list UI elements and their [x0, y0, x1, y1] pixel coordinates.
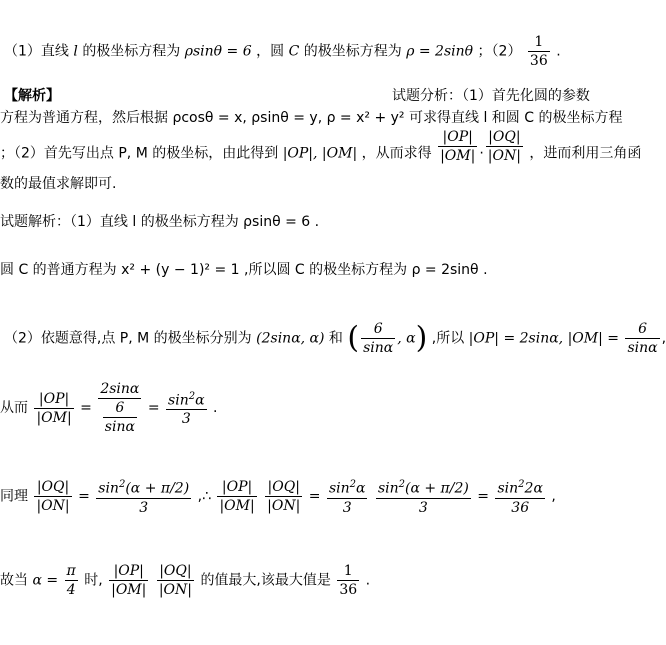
text: ，进而利用三角函 [529, 145, 642, 162]
text: 的极坐标方程为 [303, 43, 402, 60]
fraction-6-sin-2: $\frac{6}{\sin\alpha}$ [627, 321, 658, 356]
fraction-6-sin: $\frac{6}{\sin\alpha}$ [363, 321, 394, 356]
fraction-op-om: $\frac{|OP|}{|OM|}$ [440, 129, 476, 164]
analysis-line-4: 数的最值求解即可. [0, 176, 117, 192]
fraction-oq-on: $\frac{|OQ|}{|ON|}$ [158, 563, 192, 598]
text: ；（2）首先写出点 P, M 的极坐标，由此得到 [0, 145, 279, 162]
solution-line-4: 从而 $\frac{|OP|}{|OM|}$ = $\frac{2\sin\alpha}{\frac{6}{\sin\alpha}}$ = $\frac{\sin^2\alpha}{3}$ . [0, 381, 218, 435]
analysis-line-3: ；（2）首先写出点 P, M 的极坐标，由此得到 |OP|, |OM| ，从而求得 $\frac{|OP|}{|OM|}$ · $\frac{|OQ|}{|ON|}$ ，进而利用三角函 [0, 129, 642, 164]
text: ，从而求得 [361, 145, 432, 162]
fraction-sin2-shift-3: $\frac{\sin^2(\alpha + \pi/2)}{3}$ [96, 476, 191, 517]
text: . [365, 572, 371, 589]
solution-line-5: 同理 $\frac{|OQ|}{|ON|}$ = $\frac{\sin^2(\alpha + \pi/2)}{3}$ ,∴ $\frac{|OP|}{|OM|}$ $\frac{|OQ|}{|ON|}$ = $\frac{\sin^2\alpha}{3}$ $\frac{\sin^2(\alpha + \pi/2)}{3}$ = $\frac{\sin^22\alpha}{36}$ , [0, 476, 556, 517]
solution-line-1: 试题解析：（1）直线 l 的极坐标方程为 ρsinθ = 6 . [0, 214, 320, 230]
text: 同理 [0, 488, 28, 505]
text: 的极坐标方程为 [82, 43, 181, 60]
answer-part1-label: （1）直线 [4, 43, 69, 60]
equation: |OP| = 2sinα, |OM| = [468, 330, 620, 347]
var-C: C [288, 43, 300, 60]
text: （2）依题意得,点 P, M 的极坐标分别为 [4, 330, 252, 347]
fraction-2sin-6sin: $\frac{2\sin\alpha}{\frac{6}{\sin\alpha}}$ [100, 381, 140, 435]
text: ,所以 [431, 330, 465, 347]
equation: ρsinθ = 6 [184, 43, 252, 60]
text: 的值最大,该最大值是 [200, 572, 331, 589]
answer-part2-label: ；（2） [477, 43, 522, 60]
fraction-denominator: 36 [529, 53, 548, 69]
text: 时, [84, 572, 103, 589]
fraction-op-om: $\frac{|OP|}{|OM|}$ [219, 478, 255, 514]
equation: ρ = 2sinθ [406, 43, 474, 60]
fraction-op-om: $\frac{|OP|}{|OM|}$ [111, 563, 147, 598]
analysis-heading: 【解析】 [4, 88, 60, 104]
analysis-line-2: 方程为普通方程，然后根据 ρcosθ = x, ρsinθ = y, ρ = x² + y² 可求得直线 l 和圆 C 的极坐标方程 [0, 110, 623, 126]
solution-line-2: 圆 C 的普通方程为 x² + (y − 1)² = 1 ,所以圆 C 的极坐标方程为 ρ = 2sinθ . [0, 262, 488, 278]
text: ，圆 [256, 43, 285, 60]
fraction-oq-on: $\frac{|OQ|}{|ON|}$ [267, 478, 301, 514]
fraction-oq-on: $\frac{|OQ|}{|ON|}$ [36, 478, 70, 514]
var-l: l [73, 43, 78, 60]
analysis-title: 试题分析：（1）首先化圆的参数 [392, 88, 590, 104]
text: . [556, 43, 561, 60]
solution-line-3: （2）依题意得,点 P, M 的极坐标分别为 (2sinα, α) 和 ( $\frac{6}{\sin\alpha}$ , α) ,所以 |OP| = 2sinα, |OM| = $\frac{6}{\sin\alpha}$ , [4, 320, 666, 356]
fraction-pi-4: $\frac{\pi}{4}$ [66, 563, 76, 598]
fraction-sin2-3: $\frac{\sin^2\alpha}{3}$ [166, 388, 207, 429]
answer-fraction [528, 33, 550, 70]
solution-line-6 [0, 562, 370, 599]
text: 故当 [0, 572, 28, 589]
fraction-oq-on: $\frac{|OQ|}{|ON|}$ [487, 129, 521, 164]
text: 和 [328, 330, 343, 347]
fraction-sin2-3: $\frac{\sin^2\alpha}{3}$ [327, 476, 368, 517]
fraction-sin2-2a-36: $\frac{\sin^22\alpha}{36}$ [495, 476, 544, 517]
text: 从而 [0, 400, 28, 416]
equation: (2sinα, α) [256, 330, 325, 347]
answer-line [4, 33, 561, 70]
fraction-1-36: $\frac{1}{36}$ [339, 563, 358, 598]
equation: |OP|, |OM| [282, 145, 358, 162]
fraction-numerator: 1 [528, 33, 550, 52]
fraction-op-om: $\frac{|OP|}{|OM|}$ [36, 390, 72, 426]
equation: α = [32, 572, 59, 589]
fraction-sin2-shift-3: $\frac{\sin^2(\alpha + \pi/2)}{3}$ [376, 476, 471, 517]
